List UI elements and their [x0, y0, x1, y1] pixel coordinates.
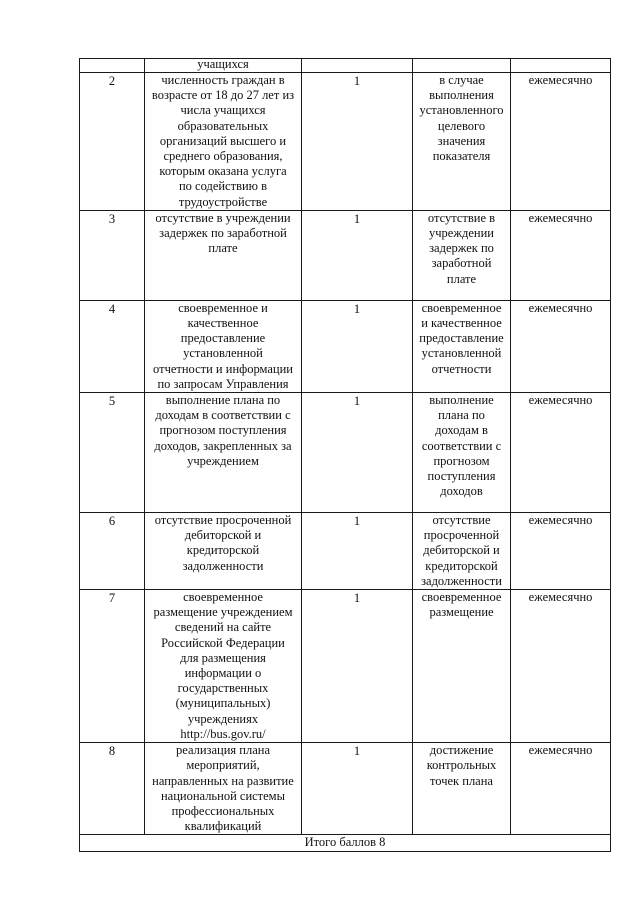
period-cell: [511, 743, 611, 835]
condition-cell: [413, 513, 511, 590]
row-number: 4: [108, 301, 116, 316]
criterion-name-cell: [145, 210, 302, 300]
row-number-cell: [80, 59, 145, 73]
criterion-name: выполнение плана по доходам в соответствии с прогнозом поступления доходов, закрепленных за учреждением: [154, 393, 292, 468]
condition-text: своевременное и качественное предоставление установленной отчетности: [419, 300, 504, 376]
condition-cell: [413, 59, 511, 73]
table-row: [80, 73, 611, 211]
score-cell: [302, 59, 413, 73]
period-text: ежемесячно: [528, 300, 593, 315]
score-cell: [302, 513, 413, 590]
period-text: ежемесячно: [528, 210, 593, 225]
score-value: 1: [353, 394, 361, 409]
period-cell: [511, 73, 611, 211]
score-cell: [302, 393, 413, 513]
period-cell: [511, 210, 611, 300]
criterion-name-cell: [145, 300, 302, 392]
row-number-cell: [80, 393, 145, 513]
criterion-name-cell: [145, 590, 302, 743]
row-number: 7: [108, 591, 116, 606]
table-row: [80, 393, 611, 513]
period-text: ежемесячно: [528, 513, 593, 528]
period-text: ежемесячно: [528, 590, 593, 605]
score-cell: [302, 590, 413, 743]
table-row: [80, 513, 611, 590]
row-number: 6: [108, 514, 116, 529]
condition-cell: [413, 73, 511, 211]
condition-cell: [413, 210, 511, 300]
condition-cell: [413, 743, 511, 835]
score-value: 1: [353, 514, 361, 529]
condition-text: отсутствие просроченной дебиторской и кредиторской задолженности: [421, 513, 502, 588]
criterion-name: своевременное размещение учреждением сведений на сайте Российской Федерации для размещения информации о государственных (муниципальных) учреждениях http://bus.gov.ru/: [153, 590, 293, 741]
score-cell: [302, 743, 413, 835]
table-row: [80, 210, 611, 300]
table-row: [80, 590, 611, 743]
row-number: 3: [108, 211, 116, 226]
period-cell: [511, 59, 611, 73]
condition-cell: [413, 300, 511, 392]
total-score-cell: [80, 835, 611, 851]
row-number: 8: [108, 744, 116, 759]
condition-text: в случае выполнения установленного целевого значения показателя: [419, 73, 504, 164]
condition-text: отсутствие в учреждении задержек по заработной плате: [427, 210, 496, 286]
criterion-name: численность граждан в возрасте от 18 до 27 лет из числа учащихся образовательных организаций высшего и среднего образования, которым оказана услуга по содействию в трудоустройстве: [151, 73, 295, 209]
criterion-name-cell: [145, 743, 302, 835]
criteria-table: [79, 58, 611, 852]
condition-text: своевременное размещение: [421, 590, 502, 620]
criterion-name-cell: [145, 393, 302, 513]
score-value: 1: [353, 744, 361, 759]
criterion-name-cell: [145, 513, 302, 590]
score-value: 1: [353, 211, 361, 226]
criterion-name: своевременное и качественное предоставление установленной отчетности и информации по запросам Управления: [153, 300, 293, 391]
period-cell: [511, 590, 611, 743]
period-text: ежемесячно: [528, 393, 593, 408]
row-number: 5: [108, 394, 116, 409]
table-row-continuation: [80, 59, 611, 73]
score-value: 1: [353, 591, 361, 606]
table-row: [80, 743, 611, 835]
row-number-cell: [80, 743, 145, 835]
condition-text: выполнение плана по доходам в соответствии с прогнозом поступления доходов: [421, 393, 502, 499]
row-number-cell: [80, 210, 145, 300]
criterion-name: отсутствие в учреждении задержек по заработной плате: [155, 210, 291, 256]
condition-text: достижение контрольных точек плана: [426, 743, 497, 788]
row-number-cell: [80, 590, 145, 743]
row-number-cell: [80, 300, 145, 392]
row-number-cell: [80, 73, 145, 211]
condition-cell: [413, 393, 511, 513]
period-text: ежемесячно: [528, 73, 593, 87]
period-text: ежемесячно: [528, 743, 593, 758]
criterion-name: отсутствие просроченной дебиторской и кредиторской задолженности: [154, 513, 292, 573]
row-number-cell: [80, 513, 145, 590]
table-total-row: [80, 835, 611, 851]
criterion-name-cell: [145, 59, 302, 73]
criterion-name: реализация плана мероприятий, направленных на развитие национальной системы профессиональных квалификаций: [152, 743, 294, 834]
period-cell: [511, 513, 611, 590]
score-cell: [302, 300, 413, 392]
total-score: Итого баллов 8: [304, 835, 386, 850]
criterion-name-cell: [145, 73, 302, 211]
period-cell: [511, 300, 611, 392]
table-row: [80, 300, 611, 392]
row-number: 2: [108, 74, 116, 88]
condition-cell: [413, 590, 511, 743]
score-cell: [302, 210, 413, 300]
criterion-name: учащихся: [197, 58, 249, 71]
score-value: 1: [353, 301, 361, 316]
score-cell: [302, 73, 413, 211]
score-value: 1: [353, 74, 361, 88]
period-cell: [511, 393, 611, 513]
